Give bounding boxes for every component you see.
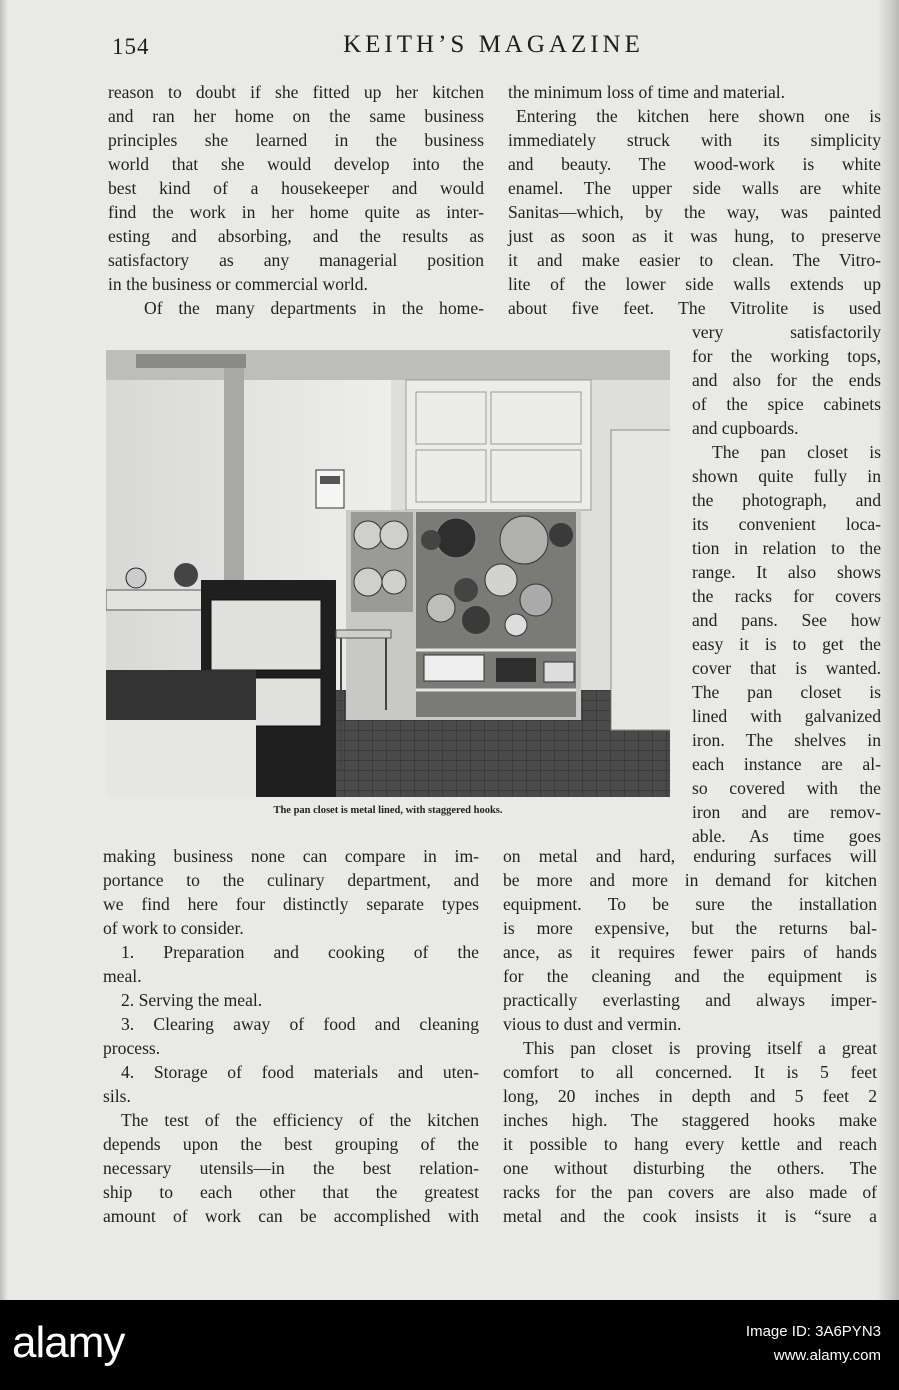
text-line: world that she would develop into the xyxy=(108,154,484,174)
stock-image-info xyxy=(746,1320,881,1368)
photo-caption: The pan closet is metal lined, with staggered hooks. xyxy=(273,805,503,816)
text-line: long, 20 inches in depth and 5 feet 2 xyxy=(503,1086,877,1106)
text-line: The pan closet is xyxy=(692,682,881,702)
text-line: The test of the efficiency of the kitchen xyxy=(121,1110,479,1130)
text-line: reason to doubt if she fitted up her kitchen xyxy=(108,82,484,102)
text-line: amount of work can be accomplished with xyxy=(103,1206,479,1226)
text-line: the racks for covers xyxy=(692,586,881,606)
text-line: Entering the kitchen here shown one is xyxy=(516,106,881,126)
kitchen-photo-illustration xyxy=(106,350,670,797)
text-line: and ran her home on the same business xyxy=(108,106,484,126)
list-item: 1. Preparation and cooking of the xyxy=(121,942,479,962)
text-line: racks for the pan covers are also made of xyxy=(503,1182,877,1202)
magazine-title: KEITH’S MAGAZINE xyxy=(343,31,644,58)
text-line: it possible to hang every kettle and reach xyxy=(503,1134,877,1154)
text-line: of the spice cabinets xyxy=(692,394,881,414)
text-line: ship to each other that the greatest xyxy=(103,1182,479,1202)
text-line: sils. xyxy=(103,1086,131,1106)
page-edge-left xyxy=(0,0,8,1300)
text-line: shown quite fully in xyxy=(692,466,881,486)
text-line: immediately struck with its simplicity xyxy=(508,130,881,150)
text-line: practically everlasting and always imper- xyxy=(503,990,877,1010)
stock-site-link[interactable]: www.alamy.com xyxy=(773,1347,881,1364)
text-line: lined with galvanized xyxy=(692,706,881,726)
text-line: on metal and hard, enduring surfaces will xyxy=(503,846,877,866)
text-line: range. It also shows xyxy=(692,562,881,582)
text-line: comfort to all concerned. It is 5 feet xyxy=(503,1062,877,1082)
text-line: The pan closet is xyxy=(712,442,881,462)
text-line: lite of the lower side walls extends up xyxy=(508,274,881,294)
text-line: principles she learned in the business xyxy=(108,130,484,150)
text-line: enamel. The upper side walls are white xyxy=(508,178,881,198)
text-line: vious to dust and vermin. xyxy=(503,1014,682,1034)
text-line: about five feet. The Vitrolite is used xyxy=(508,298,881,318)
text-line: esting and absorbing, and the results as xyxy=(108,226,484,246)
page-number: 154 xyxy=(112,34,150,59)
text-line: equipment. To be sure the installation xyxy=(503,894,877,914)
text-line: in the business or commercial world. xyxy=(108,274,368,294)
text-line: be more and more in demand for kitchen xyxy=(503,870,877,890)
text-line: ance, as it requires fewer pairs of hands xyxy=(503,942,877,962)
text-line: we find here four distinctly separate types xyxy=(103,894,479,914)
right-column-narrow xyxy=(692,320,881,848)
text-line: This pan closet is proving itself a great xyxy=(523,1038,877,1058)
text-line: depends upon the best grouping of the xyxy=(103,1134,479,1154)
text-line: and beauty. The wood-work is white xyxy=(508,154,881,174)
text-line: easy it is to get the xyxy=(692,634,881,654)
text-line: process. xyxy=(103,1038,161,1058)
text-line: the minimum loss of time and material. xyxy=(508,82,786,102)
text-line: able. As time goes xyxy=(692,826,881,846)
text-line: Of the many departments in the home- xyxy=(144,298,484,318)
left-column-bottom xyxy=(103,844,479,1228)
text-line: cover that is wanted. xyxy=(692,658,881,678)
text-line: one without disturbing the others. The xyxy=(503,1158,877,1178)
text-line: its convenient loca- xyxy=(692,514,881,534)
right-column-top xyxy=(508,80,881,320)
text-line: of work to consider. xyxy=(103,918,244,938)
text-line: each instance are al- xyxy=(692,754,881,774)
text-line: just as soon as it was hung, to preserve xyxy=(508,226,881,246)
text-line: Sanitas—which, by the way, was painted xyxy=(508,202,881,222)
text-line: tion in relation to the xyxy=(692,538,881,558)
alamy-logo: alamy xyxy=(12,1318,125,1367)
text-line: necessary utensils—in the best relation- xyxy=(103,1158,479,1178)
text-line: for the cleaning and the equipment is xyxy=(503,966,877,986)
text-line: portance to the culinary department, and xyxy=(103,870,479,890)
text-line: is more expensive, but the returns bal- xyxy=(503,918,877,938)
text-line: and also for the ends xyxy=(692,370,881,390)
text-line: find the work in her home quite as inter- xyxy=(108,202,484,222)
text-line: and cupboards. xyxy=(692,418,799,438)
text-line: the photograph, and xyxy=(692,490,881,510)
text-line: best kind of a housekeeper and would xyxy=(108,178,484,198)
text-line: it and make easier to clean. The Vitro- xyxy=(508,250,881,270)
list-item: 2. Serving the meal. xyxy=(121,990,263,1010)
text-line: iron and are remov- xyxy=(692,802,881,822)
image-id: Image ID: 3A6PYN3 xyxy=(745,1323,881,1340)
list-item: 4. Storage of food materials and uten- xyxy=(121,1062,479,1082)
text-line: making business none can compare in im- xyxy=(103,846,479,866)
text-line: meal. xyxy=(103,966,142,986)
text-line: inches high. The staggered hooks make xyxy=(503,1110,877,1130)
text-line: so covered with the xyxy=(692,778,881,798)
text-line: metal and the cook insists it is “sure a xyxy=(503,1206,877,1226)
text-line: for the working tops, xyxy=(692,346,881,366)
kitchen-photo xyxy=(106,350,670,797)
right-column-bottom xyxy=(503,844,877,1228)
text-line: very satisfactorily xyxy=(692,322,881,342)
text-line: iron. The shelves in xyxy=(692,730,881,750)
left-column-top xyxy=(108,80,484,320)
text-line: satisfactory as any managerial position xyxy=(108,250,484,270)
text-line: and pans. See how xyxy=(692,610,881,630)
list-item: 3. Clearing away of food and cleaning xyxy=(121,1014,479,1034)
